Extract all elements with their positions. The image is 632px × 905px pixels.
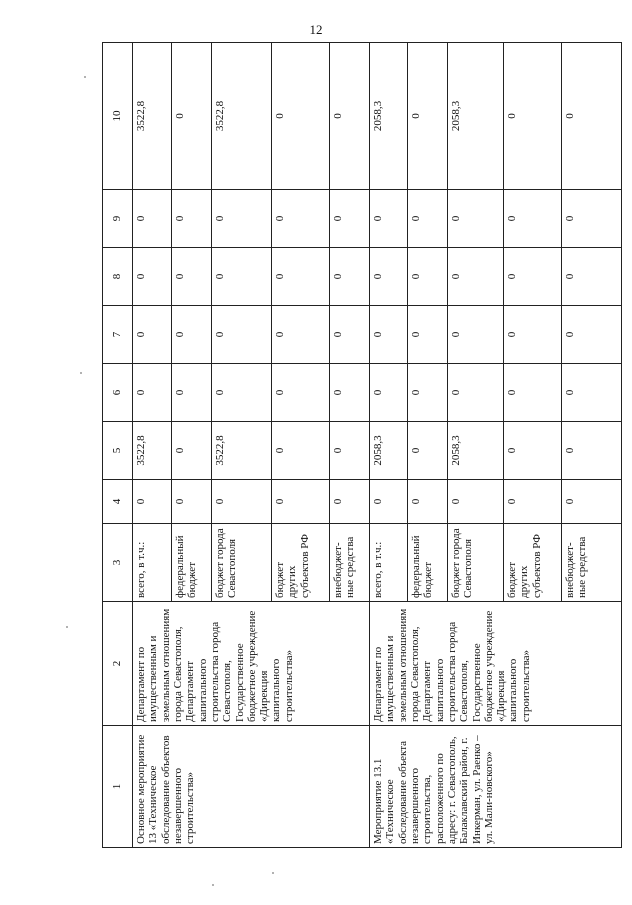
funding-source-cell: федеральный бюджет xyxy=(172,524,212,602)
event-name-cell: Основное мероприятие 13 «Техническое обследование объектов незавершенного строительства» xyxy=(133,726,370,848)
value-cell: 0 xyxy=(562,364,622,422)
value-cell: 0 xyxy=(172,43,212,190)
header-cell: 8 xyxy=(103,248,133,306)
value-cell: 2058,3 xyxy=(448,43,504,190)
value-cell: 0 xyxy=(448,364,504,422)
value-cell: 0 xyxy=(272,190,330,248)
executor-cell: Департамент по имущественным и земельным отношениям города Севастополя, Департамент капитального строительства города Севастополя, Государственное бюджетное учреждение «Дирекция капитального строительства» xyxy=(133,602,370,726)
scan-speck xyxy=(84,76,86,78)
value-cell: 2058,3 xyxy=(370,422,408,480)
funding-source-cell: всего, в т.ч.: xyxy=(133,524,172,602)
event-name-cell: Мероприятие 13.1 «Техническое обследование объекта незавершенного строительства, расположенного по адресу: г. Севастополь, Балаклавский район, г. Инкерман, ул. Раенко – ул. Мали-новского» xyxy=(370,726,622,848)
value-cell: 0 xyxy=(212,248,272,306)
value-cell: 0 xyxy=(330,422,370,480)
value-cell: 0 xyxy=(504,306,562,364)
header-cell: 9 xyxy=(103,190,133,248)
value-cell: 0 xyxy=(172,190,212,248)
value-cell: 0 xyxy=(504,248,562,306)
value-cell: 0 xyxy=(448,190,504,248)
value-cell: 3522,8 xyxy=(133,422,172,480)
value-cell: 0 xyxy=(370,364,408,422)
table-row xyxy=(370,43,408,848)
value-cell: 0 xyxy=(448,248,504,306)
value-cell: 0 xyxy=(272,306,330,364)
header-cell: 7 xyxy=(103,306,133,364)
value-cell: 0 xyxy=(562,43,622,190)
value-cell: 3522,8 xyxy=(212,422,272,480)
value-cell: 0 xyxy=(272,248,330,306)
value-cell: 2058,3 xyxy=(370,43,408,190)
value-cell: 0 xyxy=(330,43,370,190)
value-cell: 3522,8 xyxy=(133,43,172,190)
value-cell: 0 xyxy=(330,480,370,524)
value-cell: 0 xyxy=(172,422,212,480)
header-cell: 2 xyxy=(103,602,133,726)
value-cell: 0 xyxy=(133,364,172,422)
value-cell: 0 xyxy=(330,190,370,248)
value-cell: 0 xyxy=(370,306,408,364)
value-cell: 0 xyxy=(408,190,448,248)
value-cell: 0 xyxy=(408,248,448,306)
value-cell: 0 xyxy=(504,190,562,248)
value-cell: 0 xyxy=(172,306,212,364)
rotated-table-wrapper xyxy=(102,43,621,848)
value-cell: 0 xyxy=(212,190,272,248)
value-cell: 0 xyxy=(504,480,562,524)
value-cell: 0 xyxy=(504,43,562,190)
value-cell: 0 xyxy=(370,248,408,306)
page-number: 12 xyxy=(309,22,323,37)
funding-source-cell: внебюджет-ные средства xyxy=(330,524,370,602)
value-cell: 0 xyxy=(133,306,172,364)
scan-speck xyxy=(272,872,274,874)
funding-table xyxy=(102,42,622,848)
value-cell: 0 xyxy=(330,364,370,422)
funding-source-cell: бюджет города Севастополя xyxy=(448,524,504,602)
value-cell: 0 xyxy=(272,480,330,524)
value-cell: 0 xyxy=(370,190,408,248)
value-cell: 3522,8 xyxy=(212,43,272,190)
executor-cell: Департамент по имущественным и земельным отношениям города Севастополя, Департамент капитального строительства города Севастополя, Государственное бюджетное учреждение «Дирекция капитального строительства» xyxy=(370,602,622,726)
value-cell: 0 xyxy=(212,306,272,364)
value-cell: 0 xyxy=(504,422,562,480)
scan-speck xyxy=(212,884,214,886)
value-cell: 0 xyxy=(272,43,330,190)
value-cell: 0 xyxy=(133,248,172,306)
value-cell: 0 xyxy=(562,422,622,480)
header-cell: 3 xyxy=(103,524,133,602)
value-cell: 0 xyxy=(172,248,212,306)
scan-speck xyxy=(66,626,68,628)
header-cell: 4 xyxy=(103,480,133,524)
value-cell: 0 xyxy=(408,306,448,364)
value-cell: 0 xyxy=(562,248,622,306)
value-cell: 0 xyxy=(370,480,408,524)
value-cell: 0 xyxy=(408,364,448,422)
value-cell: 0 xyxy=(408,422,448,480)
value-cell: 0 xyxy=(448,306,504,364)
funding-source-cell: бюджет города Севастополя xyxy=(212,524,272,602)
funding-source-cell: всего, в т.ч.: xyxy=(370,524,408,602)
value-cell: 0 xyxy=(330,248,370,306)
value-cell: 0 xyxy=(212,480,272,524)
value-cell: 0 xyxy=(408,43,448,190)
value-cell: 0 xyxy=(172,364,212,422)
header-row xyxy=(103,43,133,848)
value-cell: 0 xyxy=(562,190,622,248)
value-cell: 0 xyxy=(133,480,172,524)
value-cell: 0 xyxy=(172,480,212,524)
table-row xyxy=(133,43,172,848)
value-cell: 0 xyxy=(504,364,562,422)
funding-source-cell: федеральный бюджет xyxy=(408,524,448,602)
value-cell: 0 xyxy=(562,480,622,524)
value-cell: 0 xyxy=(272,422,330,480)
header-cell: 6 xyxy=(103,364,133,422)
value-cell: 0 xyxy=(272,364,330,422)
header-cell: 10 xyxy=(103,43,133,190)
value-cell: 0 xyxy=(448,480,504,524)
header-cell: 1 xyxy=(103,726,133,848)
value-cell: 0 xyxy=(562,306,622,364)
funding-source-cell: бюджет других субъектов РФ xyxy=(272,524,330,602)
value-cell: 0 xyxy=(408,480,448,524)
funding-source-cell: бюджет других субъектов РФ xyxy=(504,524,562,602)
funding-source-cell: внебюджет-ные средства xyxy=(562,524,622,602)
scan-speck xyxy=(80,372,82,374)
value-cell: 2058,3 xyxy=(448,422,504,480)
value-cell: 0 xyxy=(212,364,272,422)
value-cell: 0 xyxy=(330,306,370,364)
header-cell: 5 xyxy=(103,422,133,480)
value-cell: 0 xyxy=(133,190,172,248)
